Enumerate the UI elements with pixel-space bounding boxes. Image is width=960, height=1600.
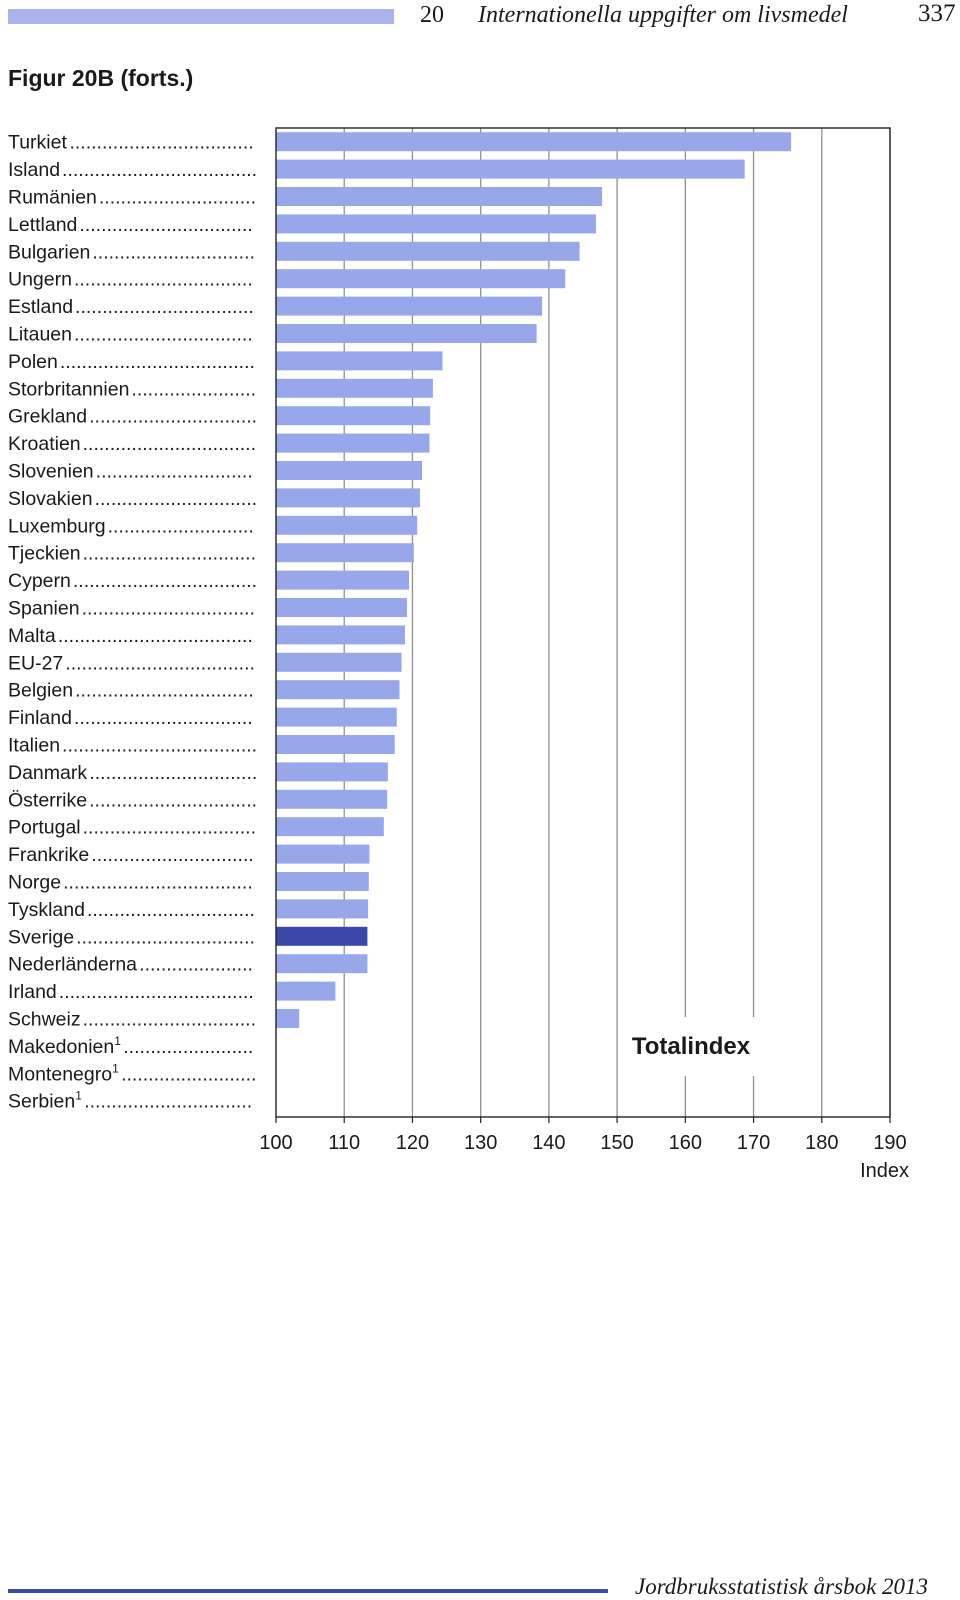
category-label: [8, 351, 58, 373]
bar: [276, 461, 422, 480]
category-label: [8, 543, 81, 565]
dot-leader: ..................................: [72, 570, 258, 593]
dot-leader: .............................: [98, 186, 257, 209]
category-label: [8, 515, 106, 537]
bar: [276, 762, 388, 781]
category-name: Kroatien: [8, 433, 81, 456]
category-label: [8, 872, 61, 894]
dot-leader: ........................: [123, 1035, 254, 1058]
category-label: [8, 789, 87, 811]
category-name: Österrike: [8, 789, 88, 812]
category-label: [8, 1089, 82, 1113]
bar: [276, 214, 596, 233]
dot-leader: .........................: [121, 1063, 257, 1086]
dot-leader: ...................................: [63, 871, 253, 894]
category-label: [8, 461, 94, 483]
bar: [276, 872, 369, 891]
category-label: [8, 187, 97, 209]
category-footnote-mark: 1: [114, 1033, 121, 1048]
bar: [276, 488, 420, 507]
chapter-number: 20: [420, 2, 444, 28]
dot-leader: .................................: [75, 679, 254, 702]
dot-leader: .............................: [95, 460, 253, 483]
category-label: [8, 707, 72, 729]
category-label: [8, 1009, 81, 1031]
bar: [276, 598, 407, 617]
category-label: [8, 981, 57, 1003]
category-name: Frankrike: [8, 844, 90, 867]
category-footnote-mark: 1: [75, 1088, 82, 1103]
dot-leader: ...........................: [107, 515, 254, 538]
category-name: Schweiz: [8, 1008, 81, 1031]
x-tick-label: 170: [736, 1132, 771, 1154]
dot-leader: ................................: [81, 597, 255, 620]
category-footnote-mark: 1: [112, 1061, 119, 1076]
category-name: Ungern: [8, 268, 72, 291]
category-label: [8, 1061, 119, 1085]
category-name: Nederländerna: [8, 953, 138, 976]
category-label: [8, 488, 93, 510]
category-name: Italien: [8, 734, 61, 757]
category-name: Luxemburg: [8, 515, 106, 538]
bar: [276, 982, 335, 1001]
category-name: Montenegro: [8, 1063, 113, 1086]
category-name: Polen: [8, 350, 58, 373]
chart-annotation: Totalindex: [631, 1033, 751, 1060]
category-label: [8, 241, 90, 263]
category-label: [8, 954, 137, 976]
dot-leader: .....................: [139, 953, 253, 976]
bar: [276, 160, 745, 179]
category-name: Spanien: [8, 597, 80, 620]
x-tick-label: 130: [463, 1132, 498, 1154]
bar: [276, 543, 414, 562]
category-name: Danmark: [8, 761, 88, 784]
bar: [276, 735, 395, 754]
x-tick-label: 100: [259, 1132, 293, 1154]
category-name: Tjeckien: [8, 542, 81, 565]
category-label: [8, 132, 67, 154]
category-name: Finland: [8, 707, 72, 730]
x-tick-label: 180: [805, 1132, 839, 1154]
chapter-title: Internationella uppgifter om livsmedel: [478, 2, 848, 28]
bar: [276, 817, 384, 836]
category-name: Irland: [8, 981, 57, 1004]
bar: [276, 324, 537, 343]
dot-leader: ....................................: [59, 350, 255, 373]
bar: [276, 899, 368, 918]
category-name: Estland: [8, 296, 74, 319]
bar: [276, 653, 402, 672]
bar: [276, 571, 409, 590]
category-label: [8, 296, 73, 318]
x-tick-label: 190: [873, 1132, 907, 1154]
x-axis-label: Index: [860, 1160, 909, 1182]
page-number: 337: [918, 0, 956, 27]
category-name: Island: [8, 159, 61, 182]
category-name: Portugal: [8, 816, 81, 839]
dot-leader: ...............................: [84, 1090, 253, 1113]
dot-leader: .......................: [131, 378, 257, 401]
bar: [276, 132, 791, 151]
category-label: [8, 1034, 121, 1058]
bar: [276, 680, 399, 699]
category-name: Rumänien: [8, 186, 97, 209]
category-label: [8, 817, 81, 839]
bar: [276, 379, 433, 398]
category-label: [8, 926, 74, 948]
dot-leader: .................................: [73, 268, 253, 291]
category-label: [8, 570, 71, 592]
footer-publication: Jordbruksstatistisk årsbok 2013: [635, 1574, 929, 1599]
bar: [276, 269, 565, 288]
dot-leader: .................................: [76, 926, 255, 949]
bar: [276, 790, 387, 809]
dot-leader: ...............................: [89, 789, 258, 812]
category-name: Belgien: [8, 679, 74, 702]
category-label: [8, 214, 77, 236]
dot-leader: ...............................: [89, 761, 258, 784]
x-tick-label: 160: [668, 1132, 703, 1154]
dot-leader: ................................: [82, 816, 257, 839]
bar: [276, 434, 430, 453]
category-label: [8, 652, 63, 674]
dot-leader: ....................................: [57, 624, 253, 647]
dot-leader: ................................: [82, 1008, 256, 1031]
bar: [276, 187, 602, 206]
category-label: [8, 625, 56, 647]
category-name: Litauen: [8, 323, 72, 346]
bar: [276, 297, 542, 316]
category-label: [8, 406, 87, 428]
dot-leader: ....................................: [62, 734, 258, 757]
dot-leader: ....................................: [58, 981, 254, 1004]
category-name: Storbritannien: [8, 378, 130, 401]
category-name: Serbien: [8, 1090, 76, 1113]
category-label: [8, 159, 60, 181]
x-tick-label: 110: [328, 1132, 361, 1154]
bar: [276, 516, 417, 535]
dot-leader: ...................................: [65, 652, 255, 675]
dot-leader: ................................: [82, 433, 257, 456]
category-name: Turkiet: [8, 131, 67, 154]
dot-leader: .................................: [73, 323, 253, 346]
dot-leader: ..............................: [92, 241, 255, 264]
category-label: [8, 598, 80, 620]
category-label: [8, 324, 72, 346]
dot-leader: .................................: [75, 296, 254, 319]
category-label: [8, 378, 129, 400]
dot-leader: ..................................: [69, 131, 254, 154]
bar: [276, 242, 580, 261]
category-name: Slovakien: [8, 487, 93, 510]
dot-leader: ..............................: [94, 487, 258, 510]
dot-leader: ...............................: [86, 898, 255, 921]
category-name: Malta: [8, 624, 56, 647]
bar: [276, 845, 369, 864]
dot-leader: ....................................: [62, 159, 258, 182]
figure-title: Figur 20B (forts.): [8, 65, 194, 91]
footer-rule: [8, 1589, 608, 1593]
category-name: Grekland: [8, 405, 88, 428]
category-name: Bulgarien: [8, 241, 91, 264]
category-name: Tyskland: [8, 898, 85, 921]
dot-leader: .................................: [73, 707, 253, 730]
x-tick-label: 140: [532, 1132, 566, 1154]
bar: [276, 708, 397, 727]
bar: [276, 406, 430, 425]
category-label: [8, 269, 72, 291]
bar: [276, 351, 442, 370]
category-label: [8, 680, 73, 702]
category-label: [8, 899, 85, 921]
x-tick-label: 120: [395, 1132, 430, 1154]
dot-leader: ...............................: [89, 405, 258, 428]
category-name: EU-27: [8, 652, 64, 675]
category-name: Lettland: [8, 213, 78, 236]
category-name: Makedonien: [8, 1035, 115, 1058]
category-label: [8, 762, 87, 784]
bar: [276, 954, 367, 973]
bar: [276, 927, 367, 946]
category-name: Norge: [8, 871, 62, 894]
dot-leader: ................................: [79, 213, 253, 236]
category-name: Cypern: [8, 570, 71, 593]
category-label: [8, 844, 89, 866]
category-name: Slovenien: [8, 460, 94, 483]
bar: [276, 1009, 299, 1028]
x-tick-label: 150: [600, 1132, 634, 1154]
bar: [276, 625, 405, 644]
dot-leader: ..............................: [91, 844, 254, 867]
dot-leader: ................................: [82, 542, 256, 565]
category-name: Sverige: [8, 926, 75, 949]
category-label: [8, 735, 60, 757]
category-label: [8, 433, 81, 455]
